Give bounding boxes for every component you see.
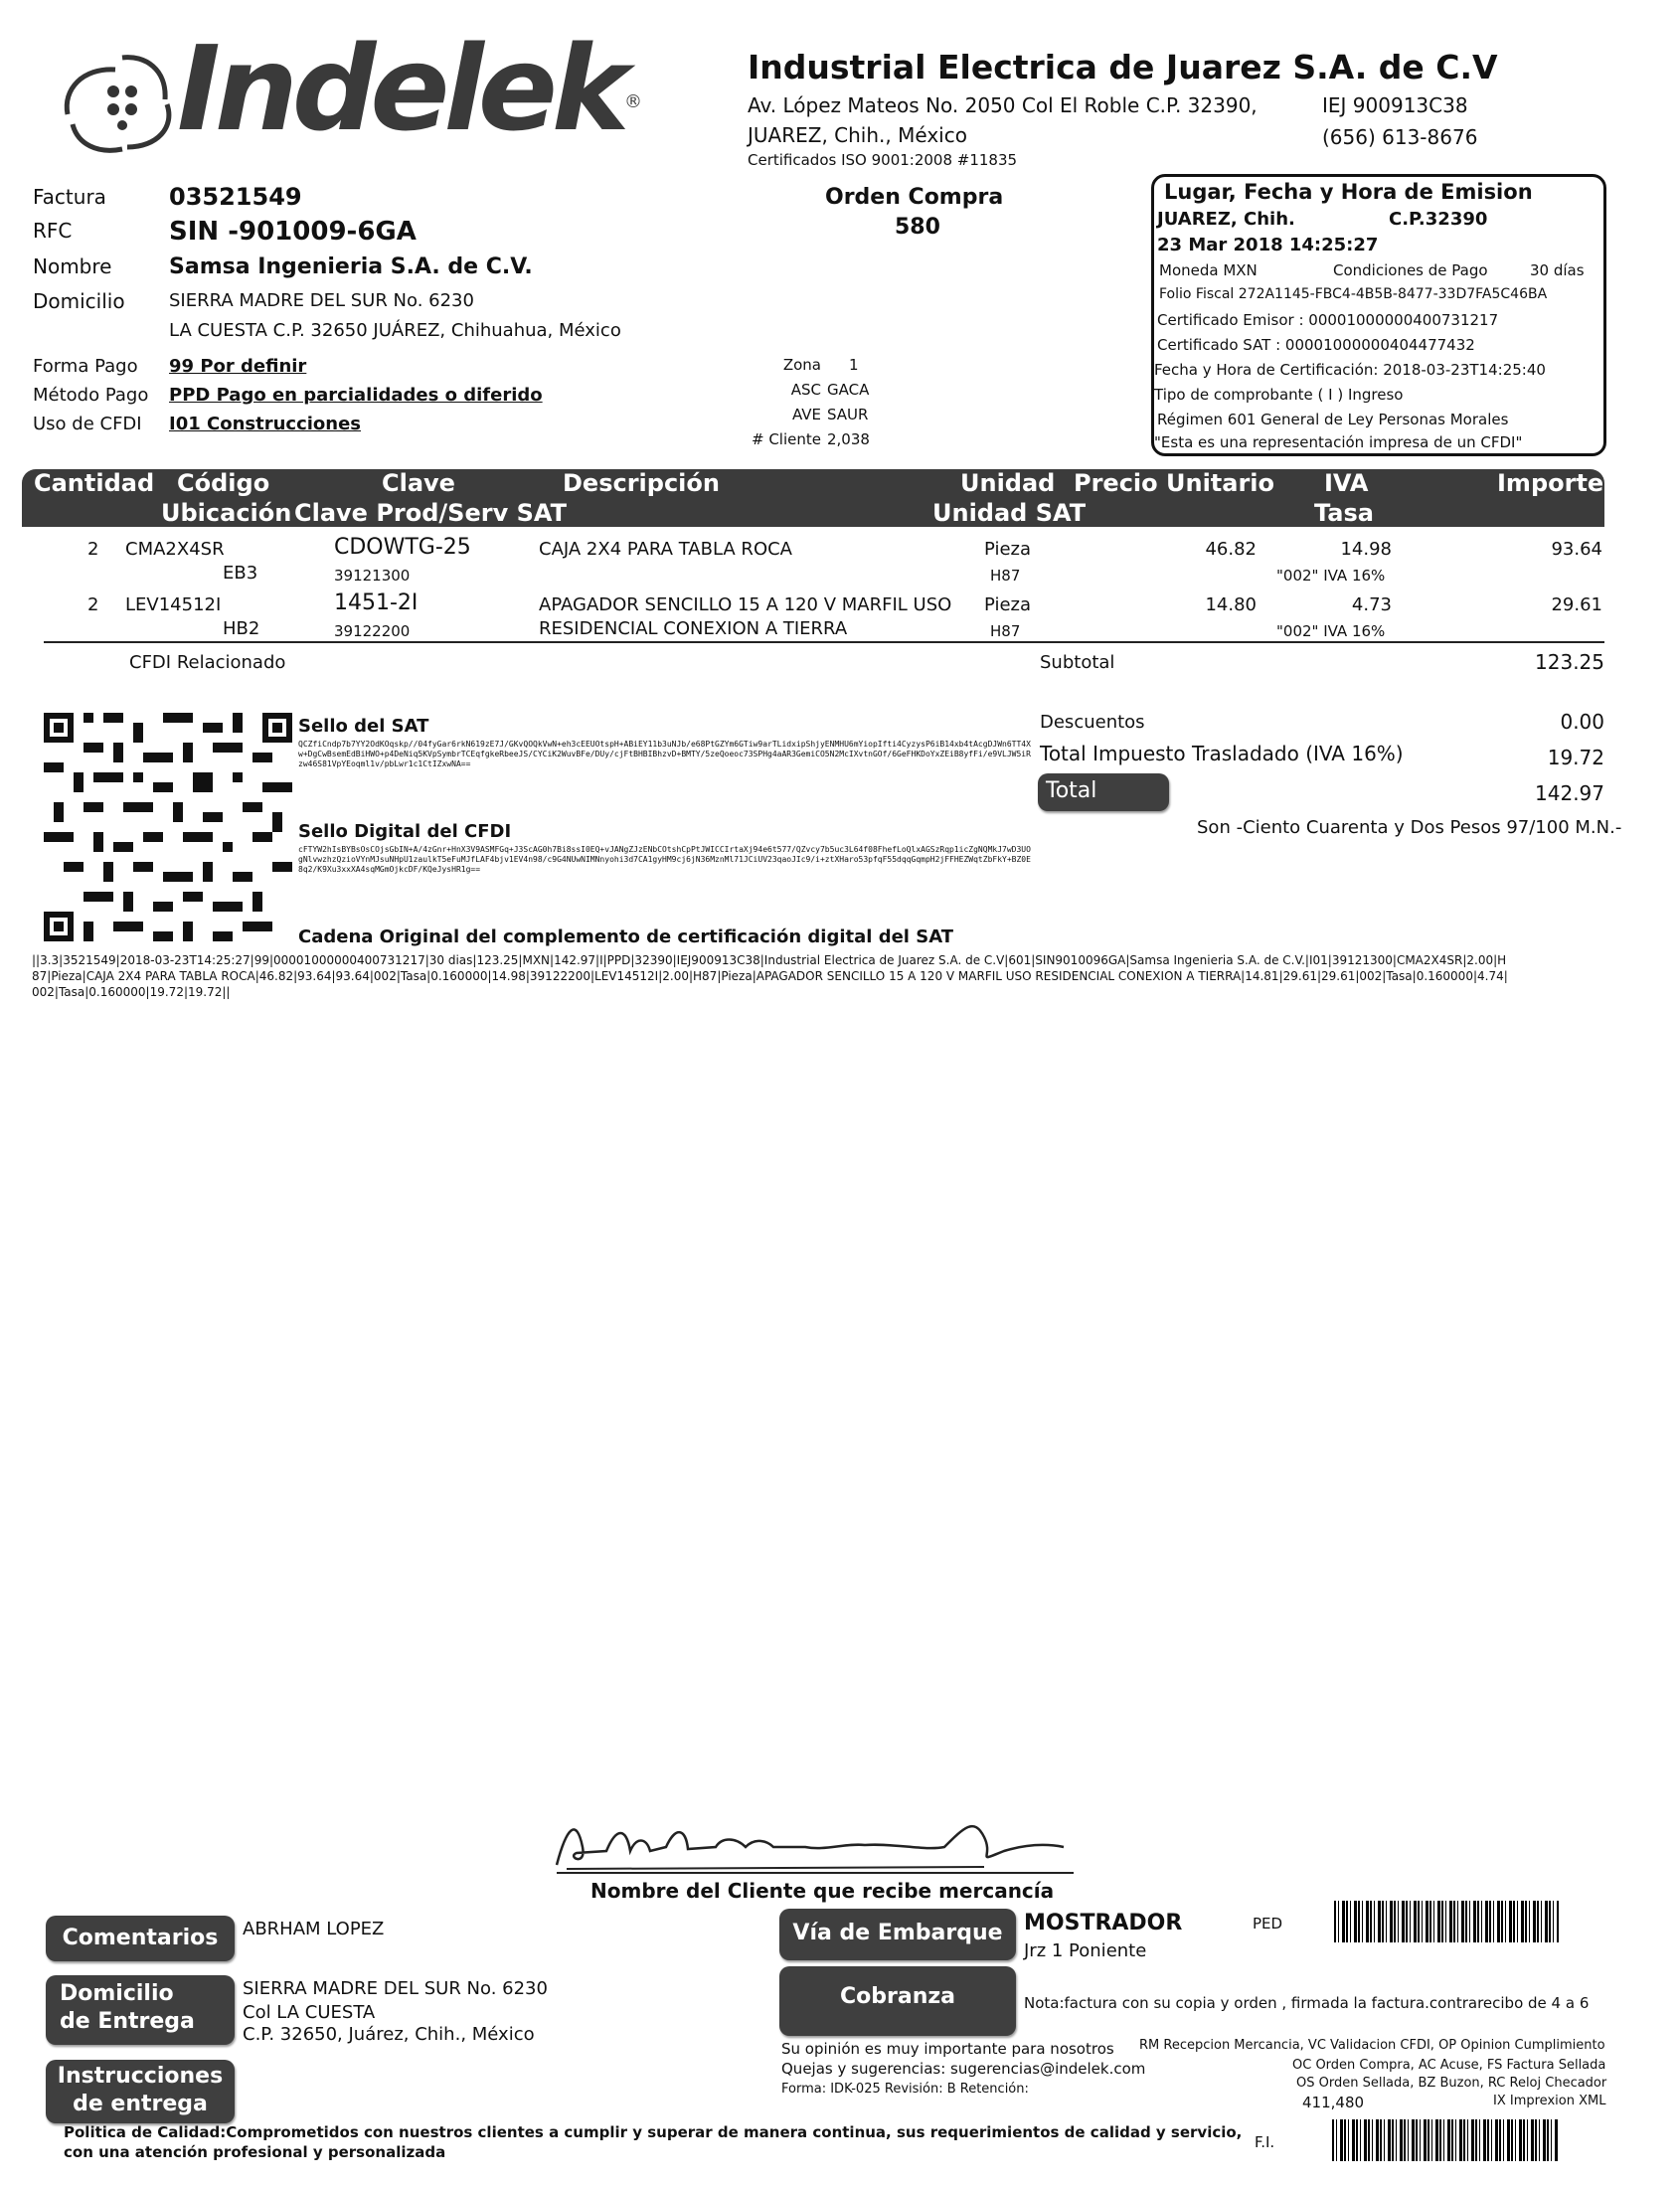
total-value: 142.97 bbox=[1535, 781, 1604, 805]
instrucciones-pill bbox=[46, 2060, 235, 2123]
row-codigo: CMA2X4SR bbox=[125, 539, 225, 560]
total-label-pill bbox=[1038, 773, 1169, 811]
row-importe: 93.64 bbox=[1551, 539, 1602, 560]
th-clave: Clave bbox=[382, 469, 455, 497]
domicilio-line-2: LA CUESTA C.P. 32650 JUÁREZ, Chihuahua, México bbox=[169, 320, 621, 341]
emission-condiciones: Condiciones de Pago bbox=[1333, 261, 1488, 279]
row-cantidad: 2 bbox=[87, 594, 99, 615]
th-tasa: Tasa bbox=[1314, 499, 1374, 527]
cliente-value: 2,038 bbox=[827, 430, 870, 448]
codes-line-1: RM Recepcion Mercancia, VC Validacion CFDI, OP Opinion Cumplimiento bbox=[1139, 2038, 1605, 2053]
signature-label: Nombre del Cliente que recibe mercancía bbox=[590, 1879, 1055, 1903]
row-tasa: "002" IVA 16% bbox=[1276, 567, 1386, 585]
row-descripcion: CAJA 2X4 PARA TABLA ROCA bbox=[539, 539, 792, 560]
row-precio: 46.82 bbox=[1205, 539, 1257, 560]
opinion-line-1: Su opinión es muy importante para nosotros bbox=[781, 2040, 1114, 2058]
company-phone: (656) 613-8676 bbox=[1322, 125, 1478, 149]
emission-fecha-cert: Fecha y Hora de Certificación: 2018-03-23T14:25:40 bbox=[1154, 361, 1546, 379]
zona-label: Zona bbox=[782, 356, 821, 374]
instrucciones-label-1: Instrucciones bbox=[57, 2064, 224, 2089]
company-name: Industrial Electrica de Juarez S.A. de C.V bbox=[748, 48, 1498, 86]
row-unidad: Pieza bbox=[984, 539, 1032, 560]
row-clave: 1451-2I bbox=[334, 590, 419, 615]
cobranza-nota: Nota:factura con su copia y orden , firmada la factura.contrarecibo de 4 a 6 bbox=[1024, 1994, 1590, 2012]
opinion-line-2: Quejas y sugerencias: sugerencias@indelek.com bbox=[781, 2060, 1146, 2078]
emission-cert-emisor: Certificado Emisor : 00001000000400731217 bbox=[1157, 311, 1499, 329]
fi-label: F.I. bbox=[1255, 2133, 1275, 2151]
row-ubicacion: EB3 bbox=[223, 563, 258, 584]
company-address-1: Av. López Mateos No. 2050 Col El Roble C.P. 32390, bbox=[748, 93, 1258, 117]
barcode-bottom bbox=[1332, 2119, 1559, 2161]
row-clave-sat: 39121300 bbox=[334, 567, 411, 585]
ped-label: PED bbox=[1253, 1915, 1283, 1933]
descuentos-value: 0.00 bbox=[1560, 710, 1604, 734]
descuentos-label: Descuentos bbox=[1040, 712, 1145, 733]
row-iva: 14.98 bbox=[1340, 539, 1392, 560]
emission-regimen: Régimen 601 General de Ley Personas Morales bbox=[1157, 411, 1509, 428]
row-importe: 29.61 bbox=[1551, 594, 1602, 615]
cadena-value: ||3.3|3521549|2018-03-23T14:25:27|99|00001000000400731217|30 dias|123.25|MXN|142.97|I|PPD|32390|IEJ900913C38|Industrial Electrica de Juarez S.A. de C.V|601|SIN9010096GA|Samsa Ingenieria S.A. de C.V.|I01|39121300|CMA2X4SR|2.00|H87|Pieza|CAJA 2X4 PARA TABLA ROCA|46.82|93.64|93.64|002|Tasa|0.160000|14.98|39122200|LEV14512I|2.00|H87|Pieza|APAGADOR SENCILLO 15 A 120 V MARFIL USO RESIDENCIAL CONEXION A TIERRA|14.81|29.61|29.61|002|Tasa|0.160000|4.74|002|Tasa|0.160000|19.72|19.72|| bbox=[32, 953, 1508, 999]
via-embarque-value: MOSTRADOR bbox=[1024, 1911, 1183, 1935]
row-codigo: LEV14512I bbox=[125, 594, 222, 615]
sello-cfdi-label: Sello Digital del CFDI bbox=[298, 821, 512, 842]
th-ubicacion: Ubicación bbox=[161, 499, 292, 527]
sello-sat-value: QCZfiCndp7b7YY2OdKOqskp//04fyGar6rkN619zE7J/GKvQOQkVwN+eh3cEEUOtspH+ABiEY11b3uNJb/e68PtGZYm6GTiw9arTLidxipShjyENMHU6mYiopIfti4CyzysP6iB14xb4tAcgDJWn6TT4Xw+DgCwBsemEdBiHWO+p4DeNiq5KVpSymbrTCEqfgkeRbeeJS/CYCiK2WuvBFe/DUy/cjFtBHBIBhzvD+BMTY/5zeQoeoc73SPHg4aAR3GemiCO5N2McIXvtnGOf/6GeFHKDoYxZEiB8yfFi/e9VLJW5iRzw46S81VpYEoqml1v/pbLwr1c1CtIZxwNA== bbox=[298, 740, 1031, 768]
row-unidad-sat: H87 bbox=[990, 622, 1021, 640]
subtotal-label: Subtotal bbox=[1040, 652, 1115, 673]
politica-line-1: Politica de Calidad:Comprometidos con nuestros clientes a cumplir y superar de manera continua, sus requerimientos de calidad y servicio, bbox=[64, 2123, 1243, 2141]
row-ubicacion: HB2 bbox=[223, 618, 260, 639]
rfc-label: RFC bbox=[33, 219, 73, 243]
row-clave-sat: 39122200 bbox=[334, 622, 411, 640]
sello-cfdi-value: cFTYW2hIsBYBsOsCOjsGbIN+A/4zGnr+HnX3V9ASMFGq+J3ScAG0h7Bi8ssI0EQ+vJANgZJzENbCOtshCpPtJWICCIrtaXj94e6t577/QZvcy7b5uc3L64f08FhefLoQlxAGSzRqp1icZgNQMkJ7wD3UOgNlvwzhzQzioVYnMJsuNHpU1zaulkT5eFuMJfLAF4bjv1EV4n98/c9G4NUwNIMNnyohi3d7CA1gyHM9cj6jN36MznMl71JCiUV23qaoJIc9/i+ztXHaro53pfqF55dqqGqmpH2jFFHEZWqtZbFkY+BZ0E8q2/K9Xu3xxXA4sqMGmOjkcDF/KQeJysHR1g== bbox=[298, 845, 1031, 874]
emission-dias: 30 días bbox=[1530, 261, 1585, 279]
th-precio: Precio Unitario bbox=[1074, 469, 1275, 497]
domicilio-entrega-label-2: de Entrega bbox=[60, 2009, 195, 2034]
qr-code bbox=[44, 712, 292, 942]
company-address-2: JUAREZ, Chih., México bbox=[748, 123, 967, 147]
emission-tipo: Tipo de comprobante ( I ) Ingreso bbox=[1154, 386, 1404, 404]
ave-value: SAUR bbox=[827, 406, 869, 423]
comentarios-label: Comentarios bbox=[62, 1926, 219, 1950]
th-descripcion: Descripción bbox=[563, 469, 720, 497]
row-descripcion-2: RESIDENCIAL CONEXION A TIERRA bbox=[539, 618, 848, 639]
impuesto-value: 19.72 bbox=[1547, 746, 1604, 769]
th-iva: IVA bbox=[1324, 469, 1369, 497]
forma-pago-value: 99 Por definir bbox=[169, 356, 307, 377]
cliente-label: # Cliente bbox=[752, 430, 821, 448]
th-importe: Importe bbox=[1497, 469, 1604, 497]
th-unidad-sat: Unidad SAT bbox=[932, 499, 1087, 527]
emission-place: JUAREZ, Chih. bbox=[1157, 209, 1295, 230]
row-descripcion: APAGADOR SENCILLO 15 A 120 V MARFIL USO bbox=[539, 594, 952, 615]
table-bottom-rule bbox=[44, 641, 1604, 643]
codes-line-3: OS Orden Sellada, BZ Buzon, RC Reloj Checador bbox=[1296, 2076, 1607, 2091]
th-clave-prod: Clave Prod/Serv SAT bbox=[294, 499, 567, 527]
comentarios-value: ABRHAM LOPEZ bbox=[243, 1919, 385, 1939]
cobranza-pill bbox=[779, 1966, 1016, 2036]
factura-label: Factura bbox=[33, 185, 106, 209]
uso-cfdi-value: I01 Construcciones bbox=[169, 414, 362, 434]
emission-cp: C.P.32390 bbox=[1389, 209, 1488, 230]
row-iva: 4.73 bbox=[1351, 594, 1392, 615]
cfdi-relacionado: CFDI Relacionado bbox=[129, 652, 286, 673]
domicilio-entrega-2: Col LA CUESTA bbox=[243, 2002, 376, 2023]
domicilio-entrega-1: SIERRA MADRE DEL SUR No. 6230 bbox=[243, 1978, 548, 1999]
folio-number: 411,480 bbox=[1302, 2094, 1365, 2111]
emission-cert-sat: Certificado SAT : 00001000000404477432 bbox=[1157, 336, 1475, 354]
codes-line-2: OC Orden Compra, AC Acuse, FS Factura Sellada bbox=[1292, 2058, 1606, 2073]
via-embarque-pill bbox=[779, 1909, 1016, 1960]
emission-datetime: 23 Mar 2018 14:25:27 bbox=[1157, 235, 1379, 255]
th-unidad: Unidad bbox=[960, 469, 1056, 497]
sello-sat-label: Sello del SAT bbox=[298, 716, 429, 737]
row-unidad-sat: H87 bbox=[990, 567, 1021, 585]
orden-compra-label: Orden Compra bbox=[825, 185, 1004, 210]
via-embarque-sucursal: Jrz 1 Poniente bbox=[1024, 1940, 1147, 1961]
company-cert: Certificados ISO 9001:2008 #11835 bbox=[748, 151, 1018, 169]
ave-label: AVE bbox=[791, 406, 821, 423]
row-precio: 14.80 bbox=[1205, 594, 1257, 615]
comentarios-pill bbox=[46, 1916, 235, 1961]
asc-value: GACA bbox=[827, 381, 870, 399]
via-embarque-label: Vía de Embarque bbox=[792, 1921, 1003, 1945]
row-cantidad: 2 bbox=[87, 539, 99, 560]
registered-mark: ® bbox=[624, 91, 642, 112]
emission-folio: Folio Fiscal 272A1145-FBC4-4B5B-8477-33D7FA5C46BA bbox=[1159, 286, 1548, 302]
barcode-top bbox=[1334, 1901, 1559, 1942]
emission-title: Lugar, Fecha y Hora de Emision bbox=[1164, 180, 1533, 204]
cadena-label: Cadena Original del complemento de certificación digital del SAT bbox=[298, 926, 954, 947]
impuesto-label: Total Impuesto Trasladado (IVA 16%) bbox=[1040, 742, 1404, 765]
cobranza-label: Cobranza bbox=[839, 1984, 955, 2009]
total-label: Total bbox=[1046, 778, 1097, 803]
domicilio-entrega-3: C.P. 32650, Juárez, Chih., México bbox=[243, 2024, 535, 2045]
domicilio-entrega-label-1: Domicilio bbox=[60, 1981, 174, 2006]
zona-value: 1 bbox=[849, 356, 859, 374]
emission-box bbox=[1151, 174, 1606, 456]
subtotal-value: 123.25 bbox=[1535, 650, 1604, 674]
row-unidad: Pieza bbox=[984, 594, 1032, 615]
emission-nota: "Esta es una representación impresa de un CFDI" bbox=[1154, 433, 1523, 451]
nombre-value: Samsa Ingenieria S.A. de C.V. bbox=[169, 254, 533, 279]
politica-line-2: con una atención profesional y personalizada bbox=[64, 2143, 446, 2161]
uso-cfdi-label: Uso de CFDI bbox=[33, 414, 142, 434]
nombre-label: Nombre bbox=[33, 254, 112, 278]
total-in-words: Son -Ciento Cuarenta y Dos Pesos 97/100 M.N.- bbox=[1197, 817, 1622, 838]
rfc-value: SIN -901009-6GA bbox=[169, 217, 417, 247]
forma-pago-label: Forma Pago bbox=[33, 356, 138, 377]
form-id: Forma: IDK-025 Revisión: B Retención: bbox=[781, 2082, 1029, 2097]
row-tasa: "002" IVA 16% bbox=[1276, 622, 1386, 640]
factura-number: 03521549 bbox=[169, 183, 302, 211]
signature-line bbox=[557, 1872, 1074, 1874]
company-logo bbox=[28, 20, 664, 179]
instrucciones-label-2: de entrega bbox=[73, 2092, 208, 2116]
asc-label: ASC bbox=[790, 381, 821, 399]
metodo-pago-value: PPD Pago en parcialidades o diferido bbox=[169, 385, 543, 406]
row-clave: CDOWTG-25 bbox=[334, 535, 471, 560]
th-codigo: Código bbox=[177, 469, 270, 497]
domicilio-line-1: SIERRA MADRE DEL SUR No. 6230 bbox=[169, 290, 474, 311]
emission-moneda: Moneda MXN bbox=[1159, 261, 1258, 279]
company-rfc: IEJ 900913C38 bbox=[1322, 93, 1468, 117]
th-cantidad: Cantidad bbox=[34, 469, 155, 497]
metodo-pago-label: Método Pago bbox=[33, 385, 149, 406]
domicilio-label: Domicilio bbox=[33, 289, 125, 313]
logo-wordmark: Indelek bbox=[177, 20, 624, 157]
codes-line-4: IX Imprexion XML bbox=[1493, 2094, 1606, 2108]
orden-compra-value: 580 bbox=[895, 215, 940, 240]
domicilio-entrega-pill bbox=[46, 1975, 235, 2045]
